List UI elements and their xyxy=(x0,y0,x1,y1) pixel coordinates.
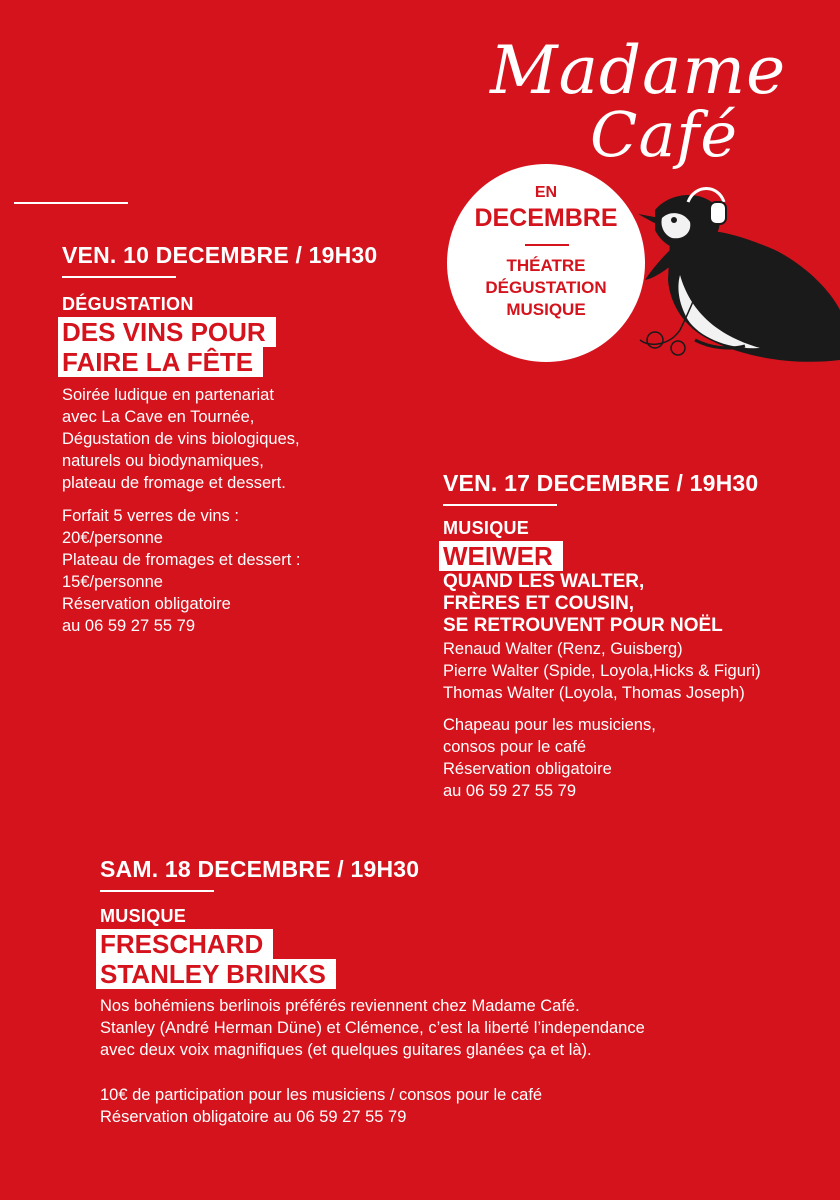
logo-line-2: Café xyxy=(590,98,739,171)
logo-line-1: Madame xyxy=(490,32,787,109)
event-date-rule xyxy=(100,890,214,892)
event-title xyxy=(58,317,276,377)
event-kicker: MUSIQUE xyxy=(443,518,530,538)
event-info xyxy=(443,714,656,802)
event-info xyxy=(100,1084,542,1128)
info-line: Réservation obligatoire xyxy=(62,595,231,613)
description-line: Pierre Walter (Spide, Loyola,Hicks & Figuri) xyxy=(443,662,761,680)
info-line: Forfait 5 verres de vins : xyxy=(62,507,239,525)
month-badge xyxy=(447,164,645,362)
event-description xyxy=(62,384,300,494)
badge-line-theatre: THÉATRE xyxy=(506,256,586,275)
description-line: Thomas Walter (Loyola, Thomas Joseph) xyxy=(443,684,745,702)
event-date-rule xyxy=(62,276,176,278)
badge-line-musique: MUSIQUE xyxy=(506,300,586,319)
info-line: au 06 59 27 55 79 xyxy=(62,617,196,635)
event-kicker: DÉGUSTATION xyxy=(62,294,194,314)
event-kicker: MUSIQUE xyxy=(100,906,187,926)
info-line: 15€/personne xyxy=(62,573,163,591)
event-date: SAM. 18 DECEMBRE / 19H30 xyxy=(100,856,420,882)
subtitle-line: FRÈRES ET COUSIN, xyxy=(443,593,635,614)
event-title xyxy=(439,541,563,571)
event-date-rule xyxy=(443,504,557,506)
event-description xyxy=(100,995,645,1061)
event-title-line: STANLEY BRINKS xyxy=(96,959,336,989)
badge-en: EN xyxy=(534,184,558,201)
event-title-line: FRESCHARD xyxy=(96,929,273,959)
info-line: consos pour le café xyxy=(443,738,587,756)
description-line: Nos bohémiens berlinois préférés reviennent chez Madame Café. xyxy=(100,997,580,1015)
subtitle-line: SE RETROUVENT POUR NOËL xyxy=(443,615,723,636)
event-subtitle xyxy=(443,571,723,637)
event-title xyxy=(96,929,336,989)
info-line: au 06 59 27 55 79 xyxy=(443,782,577,800)
description-line: Renaud Walter (Renz, Guisberg) xyxy=(443,640,683,658)
event-title-line: FAIRE LA FÊTE xyxy=(58,347,263,377)
info-line: 20€/personne xyxy=(62,529,163,547)
event-title-line: DES VINS POUR xyxy=(58,317,276,347)
description-line: avec deux voix magnifiques (et quelques guitares glanées ça et là). xyxy=(100,1041,592,1059)
description-line: Dégustation de vins biologiques, xyxy=(62,430,300,448)
subtitle-line: QUAND LES WALTER, xyxy=(443,571,645,592)
description-line: Stanley (André Herman Düne) et Clémence, c’est la liberté l’independance xyxy=(100,1019,645,1037)
logo xyxy=(490,32,820,171)
info-line: Réservation obligatoire xyxy=(443,760,612,778)
badge-line-degustation: DÉGUSTATION xyxy=(485,278,607,297)
top-rule xyxy=(14,202,128,204)
event-date: VEN. 17 DECEMBRE / 19H30 xyxy=(443,470,759,496)
info-line: Plateau de fromages et dessert : xyxy=(62,551,301,569)
event-title-line: WEIWER xyxy=(439,541,563,571)
event-description xyxy=(443,638,761,704)
description-line: naturels ou biodynamiques, xyxy=(62,452,264,470)
info-line: Chapeau pour les musiciens, xyxy=(443,716,656,734)
info-line: Réservation obligatoire au 06 59 27 55 79 xyxy=(100,1108,407,1126)
event-info xyxy=(62,505,300,637)
info-line: 10€ de participation pour les musiciens / consos pour le café xyxy=(100,1086,543,1104)
description-line: Soirée ludique en partenariat xyxy=(62,386,274,404)
event-date: VEN. 10 DECEMBRE / 19H30 xyxy=(62,242,378,268)
description-line: avec La Cave en Tournée, xyxy=(62,408,255,426)
badge-month: DECEMBRE xyxy=(474,204,618,232)
description-line: plateau de fromage et dessert. xyxy=(62,474,286,492)
badge-divider xyxy=(525,244,569,246)
